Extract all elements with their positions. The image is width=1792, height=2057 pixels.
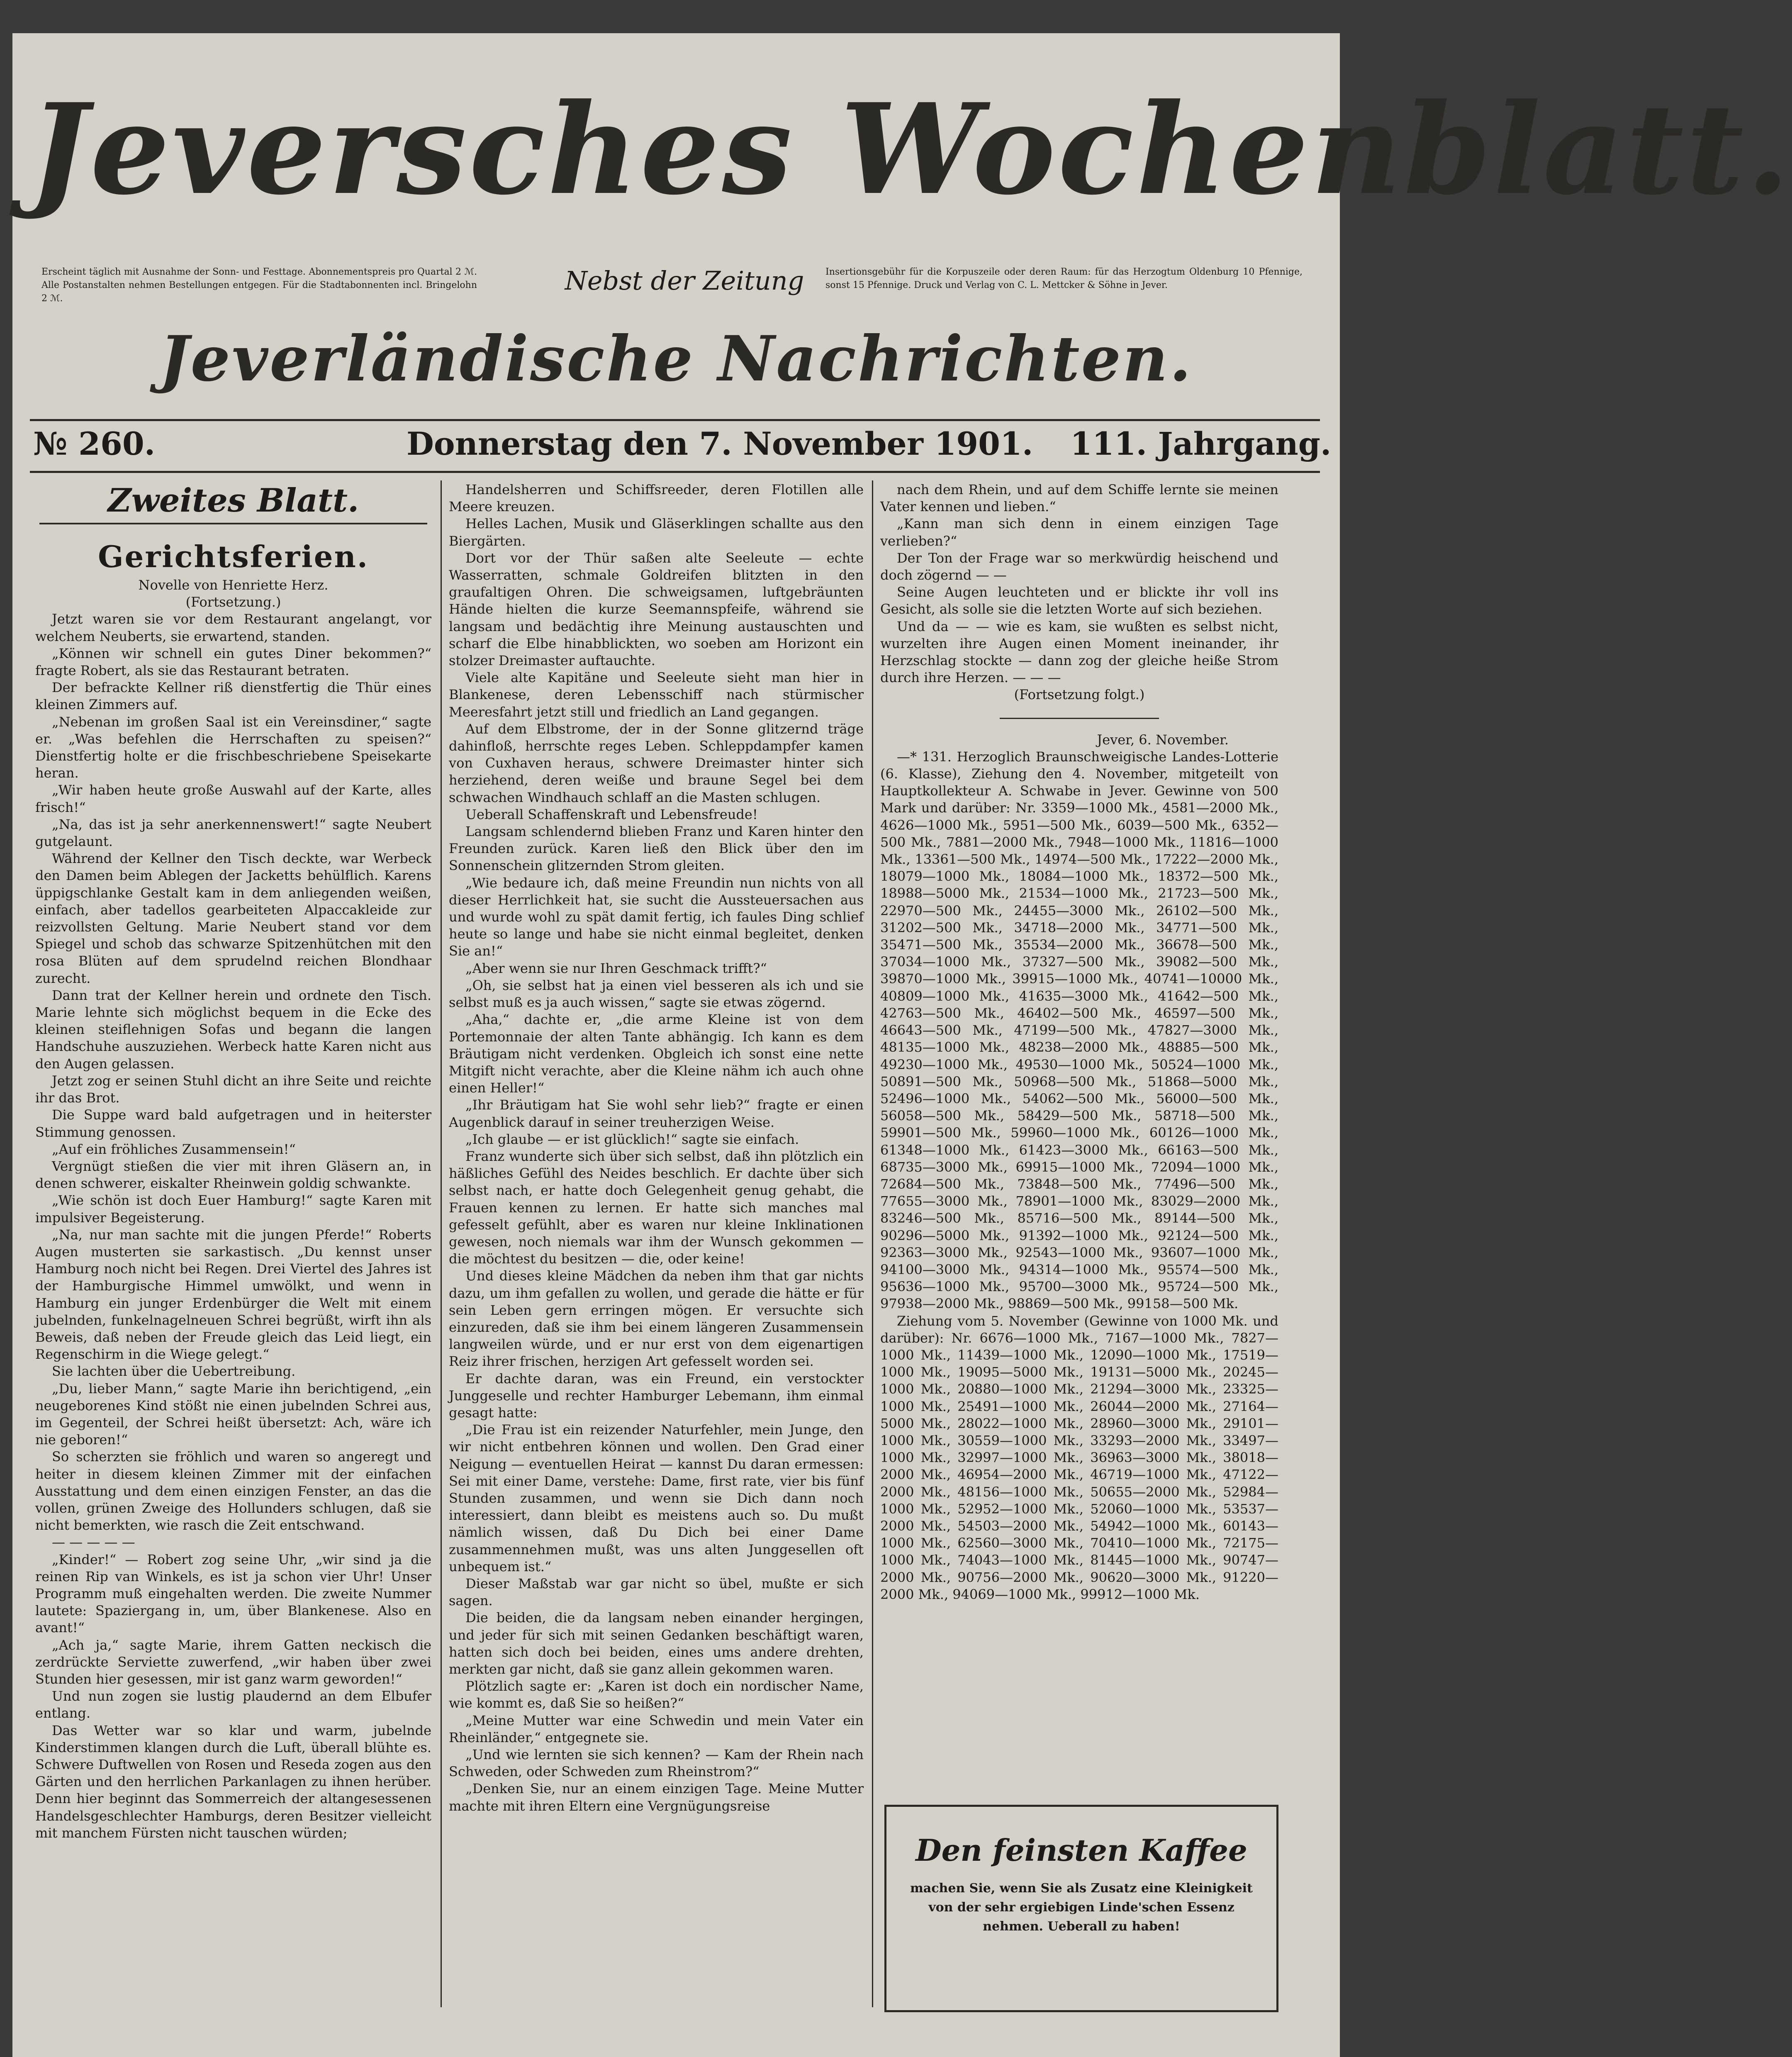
section-title: Zweites Blatt. [107,482,359,519]
story-paragraph: Und nun zogen sie lustig plaudernd an dem Elbufer entlang. [35,1688,431,1721]
story-body-continued [449,481,864,1815]
supplement-title: Jeverländische Nachrichten. [159,322,1193,395]
local-news-dateline: Jever, 6. November. [1097,731,1229,748]
story-paragraph: Auf dem Elbstrome, der in der Sonne glitzernd träge dahinfloß, herrschte reges Leben. Schleppdampfer kamen von Cuxhaven heraus, schwere Dreimaster hinter sich herziehend, deren weiße und braune Segel bei dem schwachen Windhauch schlaff an die Masten schlugen. [449,721,864,805]
dateline-rule [30,471,1320,473]
coffee-advertisement [884,1805,1278,2012]
column-2 [449,481,864,2016]
story-paragraph: „Aber wenn sie nur Ihren Geschmack trifft?“ [465,960,767,976]
subscription-info: Erscheint täglich mit Ausnahme der Sonn- und Festtage. Abonnementspreis pro Quartal 2 ℳ. Alle Postanstalten nehmen Bestellungen entgegen. Für die Stadtabonnenten incl. Bringelohn 2 ℳ. [41,267,477,304]
column-1 [35,481,431,2016]
story-title: Gerichtsferien. [98,539,369,574]
story-body [35,611,431,1842]
story-paragraph: „Können wir schnell ein gutes Diner bekommen?“ fragte Robert, als sie das Restaurant betraten. [35,645,431,679]
story-paragraph: Der befrackte Kellner riß dienstfertig die Thür eines kleinen Zimmers auf. [35,680,431,713]
column-rule-2 [872,480,873,2007]
story-paragraph: „Kann man sich denn in einem einzigen Tage verlieben?“ [880,516,1278,549]
article-separator [1000,718,1159,719]
story-paragraph: „Ihr Bräutigam hat Sie wohl sehr lieb?“ fragte er einen Augenblick darauf in seiner treuherzigen Weise. [449,1097,864,1130]
story-paragraph: „Na, das ist ja sehr anerkennenswert!“ sagte Neubert gutgelaunt. [35,816,431,850]
story-paragraph: Franz wunderte sich über sich selbst, daß ihn plötzlich ein häßliches Gefühl des Neides beschlich. Er dachte über sich selbst nach, er hatte doch Gelegenheit genug gehabt, die Frauen kennen zu lernen. Er hatte sich manches mal gefesselt gefühlt, aber es waren nur kleine Inklinationen gewesen, noch niemals war ihm der Wunsch gekommen — die möchtest du besitzen — die, oder keine! [449,1148,864,1267]
story-paragraph: Langsam schlendernd blieben Franz und Karen hinter den Freunden zurück. Karen ließ den Blick über den im Sonnenschein glitzernden Strom gleiten. [449,824,864,874]
story-paragraph: Das Wetter war so klar und warm, jubelnde Kinderstimmen klangen durch die Luft, überall blühte es. Schwere Duftwellen von Rosen und Reseda zogen aus den Gärten und den herrlichen Parkanlagen zu ihnen herüber. Denn hier beginnt das Sommerreich der altangesessenen Handelsgeschlechter Hamburgs, deren Besitzer vielleicht mit manchem Fürsten nicht tauschen würden; [35,1722,431,1841]
story-paragraph: „Du, lieber Mann,“ sagte Marie ihn berichtigend, „ein neugeborenes Kind stößt nie einen jubelnden Schrei aus, im Gegenteil, der Schrei heißt übersetzt: Ach, wäre ich nie geboren!“ [35,1380,431,1448]
story-paragraph: Dieser Maßstab war gar nicht so übel, mußte er sich sagen. [449,1576,864,1609]
story-paragraph: „Nebenan im großen Saal ist ein Vereinsdiner,“ sagte er. „Was befehlen die Herrschaften zu speisen?“ Dienstfertig holte er die frischbeschriebene Speisekarte heran. [35,714,431,781]
supplement-prefix: Nebst der Zeitung [565,266,804,296]
story-paragraph: Ueberall Schaffenskraft und Lebensfreude! [465,806,758,822]
story-paragraph: Handelsherren und Schiffsreeder, deren Flotillen alle Meere kreuzen. [449,482,864,515]
story-paragraph: Jetzt waren sie vor dem Restaurant angelangt, vor welchem Neuberts, sie erwartend, standen. [35,611,431,644]
story-paragraph: Während der Kellner den Tisch deckte, war Werbeck den Damen beim Ablegen der Jacketts behülflich. Karens üppigschlanke Gestalt kam in dem anliegenden weißen, einfach, aber tadellos gearbeiteten Alpaccakleide zur reizvollsten Geltung. Marie Neubert stand vor dem Spiegel und schob das schwarze Spitzenhütchen mit den rosa Blüten auf dem sprudelnd reichen Blondhaar zurecht. [35,851,431,986]
lottery-results-day1: —* 131. Herzoglich Braunschweigische Landes-Lotterie (6. Klasse), Ziehung den 4. November, mitgeteilt von Hauptkollekteur A. Schwabe in Jever. Gewinne von 500 Mark und darüber: Nr. 3359—1000 Mk., 4581—2000 Mk., 4626—1000 Mk., 5951—500 Mk., 6039—500 Mk., 6352—500 Mk., 7881—2000 Mk., 7948—1000 Mk., 11816—1000 Mk., 13361—500 Mk., 14974—500 Mk., 17222—2000 Mk., 18079—1000 Mk., 18084—1000 Mk., 18372—500 Mk., 18988—5000 Mk., 21534—1000 Mk., 21723—500 Mk., 22970—500 Mk., 24455—3000 Mk., 26102—500 Mk., 31202—500 Mk., 34718—2000 Mk., 34771—500 Mk., 35471—500 Mk., 35534—2000 Mk., 36678—500 Mk., 37034—1000 Mk., 37327—500 Mk., 39082—500 Mk., 39870—1000 Mk., 39915—1000 Mk., 40741—10000 Mk., 40809—1000 Mk., 41635—3000 Mk., 41642—500 Mk., 42763—500 Mk., 46402—500 Mk., 46597—500 Mk., 46643—500 Mk., 47199—500 Mk., 47827—3000 Mk., 48135—1000 Mk., 48238—2000 Mk., 48885—500 Mk., 49230—1000 Mk., 49530—1000 Mk., 50524—1000 Mk., 50891—500 Mk., 50968—500 Mk., 51868—5000 Mk., 52496—1000 Mk., 54062—500 Mk., 56000—500 Mk., 56058—500 Mk., 58429—500 Mk., 58718—500 Mk., 59901—500 Mk., 59960—1000 Mk., 60126—1000 Mk., 61348—1000 Mk., 61423—3000 Mk., 66163—500 Mk., 68735—3000 Mk., 69915—1000 Mk., 72094—1000 Mk., 72684—500 Mk., 73848—500 Mk., 77496—500 Mk., 77655—3000 Mk., 78901—1000 Mk., 83029—2000 Mk., 83246—500 Mk., 85716—500 Mk., 89144—500 Mk., 90296—5000 Mk., 91392—1000 Mk., 92124—500 Mk., 92363—3000 Mk., 92543—1000 Mk., 93607—1000 Mk., 94100—3000 Mk., 94314—1000 Mk., 95574—500 Mk., 95636—1000 Mk., 95700—3000 Mk., 95724—500 Mk., 97938—2000 Mk., 98869—500 Mk., 99158—500 Mk. [880,748,1278,1312]
story-paragraph: „Denken Sie, nur an einem einzigen Tage. Meine Mutter machte mit ihren Eltern eine Vergnügungsreise [449,1781,864,1814]
story-paragraph: Seine Augen leuchteten und er blickte ihr voll ins Gesicht, als solle sie die letzten Worte auf sich beziehen. [880,584,1278,617]
story-paragraph: „Ach ja,“ sagte Marie, ihrem Gatten neckisch die zerdrückte Serviette zuwerfend, „wir haben über zwei Stunden hier gesessen, mir ist ganz warm geworden!“ [35,1637,431,1687]
story-paragraph: „Wie schön ist doch Euer Hamburg!“ sagte Karen mit impulsiver Begeisterung. [35,1192,431,1226]
story-paragraph: „Meine Mutter war eine Schwedin und mein Vater ein Rheinländer,“ entgegnete sie. [449,1712,864,1745]
story-continued: (Fortsetzung.) [185,594,281,610]
story-paragraph: „Wie bedaure ich, daß meine Freundin nun nichts von all dieser Herrlichkeit hat, sie sucht die Aussteuersachen aus und wurde wohl zu spät damit fertig, ich faules Ding schlief heute so lange und habe sie nicht einmal begleitet, denken Sie an!“ [449,875,864,959]
story-paragraph: „Die Frau ist ein reizender Naturfehler, mein Junge, den wir nicht entbehren können und wollen. Den Grad einer Neigung — eventuellen Heirat — kannst Du daran ermessen: Sei mit einer Dame, verstehe: Dame, first rate, vier bis fünf Stunden zusammen, und wenn sie Dich dann noch interessiert, dann bleibt es meistens auch so. Du mußt nämlich wissen, daß Du Dich bei einer Dame zusammennehmen mußt, was uns alten Junggesellen oft unbequem ist.“ [449,1422,864,1574]
story-paragraph: „Kinder!“ — Robert zog seine Uhr, „wir sind ja die reinen Rip van Winkels, es ist ja schon vier Uhr! Unser Programm muß eingehalten werden. Die zweite Nummer lautete: Spaziergang in, um, über Blankenese. Also en avant!“ [35,1551,431,1636]
story-paragraph: „Ich glaube — er ist glücklich!“ sagte sie einfach. [465,1131,799,1147]
story-paragraph: Und dieses kleine Mädchen da neben ihm that gar nichts dazu, um ihm gefallen zu wollen, und gerade die hätte er für sein Leben gern erringen mögen. Er versuchte sich einzureden, daß sie ihm bei einem längeren Zusammensein langweilen würde, und er nur erst von dem eigenartigen Reiz ihrer frischen, herzigen Art gefesselt worden sei. [449,1268,864,1370]
column-3 [880,481,1278,1776]
story-paragraph: Dort vor der Thür saßen alte Seeleute — echte Wasserratten, schmale Goldreifen blitzten in den graufaltigen Ohren. Die schweigsamen, luftgebräunten Hände hielten die kurze Seemannspfeife, während sie langsam und bedächtig ihre Meinung austauschten und scharf die Elbe hinabblickten, wo soeben am Horizont ein stolzer Dreimaster auftauchte. [449,550,864,669]
ad-headline: Den feinsten Kaffee [915,1833,1247,1868]
story-paragraph: Jetzt zog er seinen Stuhl dicht an ihre Seite und reichte ihr das Brot. [35,1072,431,1106]
story-paragraph: Er dachte daran, was ein Freund, ein verstockter Junggeselle und rechter Hamburger Lebemann, ihm einmal gesagt hatte: [449,1370,864,1421]
column-rule-1 [441,480,442,2007]
story-paragraph: — — — — — [52,1534,135,1550]
story-paragraph: Die Suppe ward bald aufgetragen und in heiterster Stimmung genossen. [35,1107,431,1140]
story-paragraph: „Auf ein fröhliches Zusammensein!“ [52,1141,296,1157]
story-conclusion [880,481,1278,686]
story-paragraph: „Wir haben heute große Auswahl auf der Karte, alles frisch!“ [35,782,431,815]
volume-number: 111. Jahrgang. [1070,425,1332,462]
advertising-rates-info: Insertionsgebühr für die Korpuszeile oder deren Raum: für das Herzogtum Oldenburg 10 Pfennige, sonst 15 Pfennige. Druck und Verlag von C. L. Mettcker & Söhne in Jever. [825,267,1303,290]
ad-body: machen Sie, wenn Sie als Zusatz eine Kleinigkeit von der sehr ergiebigen Linde'schen Essenz nehmen. Ueberall zu haben! [910,1881,1253,1934]
story-paragraph: Viele alte Kapitäne und Seeleute sieht man hier in Blankenese, deren Lebensschiff nach stürmischer Meeresfahrt jetzt still und friedlich an Land gegangen. [449,670,864,720]
story-paragraph: „Oh, sie selbst hat ja einen viel besseren als ich und sie selbst muß es ja auch wissen,“ sagte sie etwas zögernd. [449,977,864,1011]
story-paragraph: Dann trat der Kellner herein und ordnete den Tisch. Marie lehnte sich möglichst bequem in die Ecke des kleinen steiflehnigen Sofas und begann die langen Handschuhe auszuziehen. Werbeck hatte Karen nicht aus den Augen gelassen. [35,987,431,1072]
story-paragraph: So scherzten sie fröhlich und waren so angeregt und heiter in diesem kleinen Zimmer mit der einfachen Ausstattung und dem einen einzigen Fenster, an das die vollen, grünen Zweige des Hollunders schlugen, daß sie nicht bemerkten, wie rasch die Zeit entschwand. [35,1449,431,1533]
story-paragraph: Vergnügt stießen die vier mit ihren Gläsern an, in denen schwerer, eiskalter Rheinwein goldig schwankte. [35,1158,431,1192]
story-paragraph: Sie lachten über die Uebertreibung. [52,1363,296,1379]
top-rule [30,419,1320,421]
newspaper-page [12,33,1792,2057]
story-paragraph: „Aha,“ dachte er, „die arme Kleine ist von dem Portemonnaie der alten Tante abhängig. Ich kann es dem Bräutigam nicht verdenken. Obgleich ich sonst eine nette Mitgift nicht verachte, aber die Kleine nähm ich auch ohne einen Heller!“ [449,1011,864,1096]
story-paragraph: Der Ton der Frage war so merkwürdig heischend und doch zögernd — — [880,550,1278,583]
story-paragraph: „Und wie lernten sie sich kennen? — Kam der Rhein nach Schweden, oder Schweden zum Rheinstrom?“ [449,1747,864,1780]
story-paragraph: Plötzlich sagte er: „Karen ist doch ein nordischer Name, wie kommt es, daß Sie so heißen?“ [449,1678,864,1711]
section-rule [39,523,427,524]
lottery-results-day2: Ziehung vom 5. November (Gewinne von 1000 Mk. und darüber): Nr. 6676—1000 Mk., 7167—1000 Mk., 7827—1000 Mk., 11439—1000 Mk., 12090—1000 Mk., 17519—1000 Mk., 19095—5000 Mk., 19131—5000 Mk., 20245—1000 Mk., 20880—1000 Mk., 21294—3000 Mk., 23325—1000 Mk., 25491—1000 Mk., 26044—2000 Mk., 27164—5000 Mk., 28022—1000 Mk., 28960—3000 Mk., 29101—1000 Mk., 30559—1000 Mk., 33293—2000 Mk., 33497—1000 Mk., 32997—1000 Mk., 36963—3000 Mk., 38018—2000 Mk., 46954—2000 Mk., 46719—1000 Mk., 47122—2000 Mk., 48156—1000 Mk., 50655—2000 Mk., 52984—1000 Mk., 52952—1000 Mk., 52060—1000 Mk., 53537—2000 Mk., 54503—2000 Mk., 54942—1000 Mk., 60143—1000 Mk., 62560—3000 Mk., 70410—1000 Mk., 72175—1000 Mk., 74043—1000 Mk., 81445—1000 Mk., 90747—2000 Mk., 90756—2000 Mk., 90620—3000 Mk., 91220—2000 Mk., 94069—1000 Mk., 99912—1000 Mk. [880,1313,1278,1602]
story-paragraph: Helles Lachen, Musik und Gläserklingen schallte aus den Biergärten. [449,516,864,549]
masthead-title: Jeversches Wochenblatt. [29,76,1792,222]
story-paragraph: Die beiden, die da langsam neben einander hergingen, und jeder für sich mit seinen Gedanken beschäftigt waren, hatten sich doch bei beiden, eines ums andere drehten, merkten gar nicht, daß sie ganz allein gekommen waren. [449,1610,864,1677]
story-byline: Novelle von Henriette Herz. [138,577,329,593]
story-paragraph: Und da — — wie es kam, sie wußten es selbst nicht, wurzelten ihre Augen einen Moment ineinander, ihr Herzschlag stockte — dann zog der gleiche heiße Strom durch ihre Herzen. — — — [880,618,1278,686]
issue-date: Donnerstag den 7. November 1901. [407,425,1033,462]
to-be-continued: (Fortsetzung folgt.) [1014,687,1145,703]
story-paragraph: „Na, nur man sachte mit die jungen Pferde!“ Roberts Augen musterten sie sarkastisch. „Du kennst unser Hamburg noch nicht bei Regen. Drei Viertel des Jahres ist der Hamburgische Himmel umwölkt, und wenn in Hamburg ein junger Erdenbürger die Welt mit einem jubelnden, funkelnagelneuen Schrei begrüßt, wirft ihn als Beweis, daß neben der Freude gleich das Leid liegt, ein Regenschirm in die Wiege gelegt.“ [35,1226,431,1362]
story-paragraph: nach dem Rhein, und auf dem Schiffe lernte sie meinen Vater kennen und lieben.“ [880,482,1278,515]
issue-number: № 260. [33,425,156,462]
